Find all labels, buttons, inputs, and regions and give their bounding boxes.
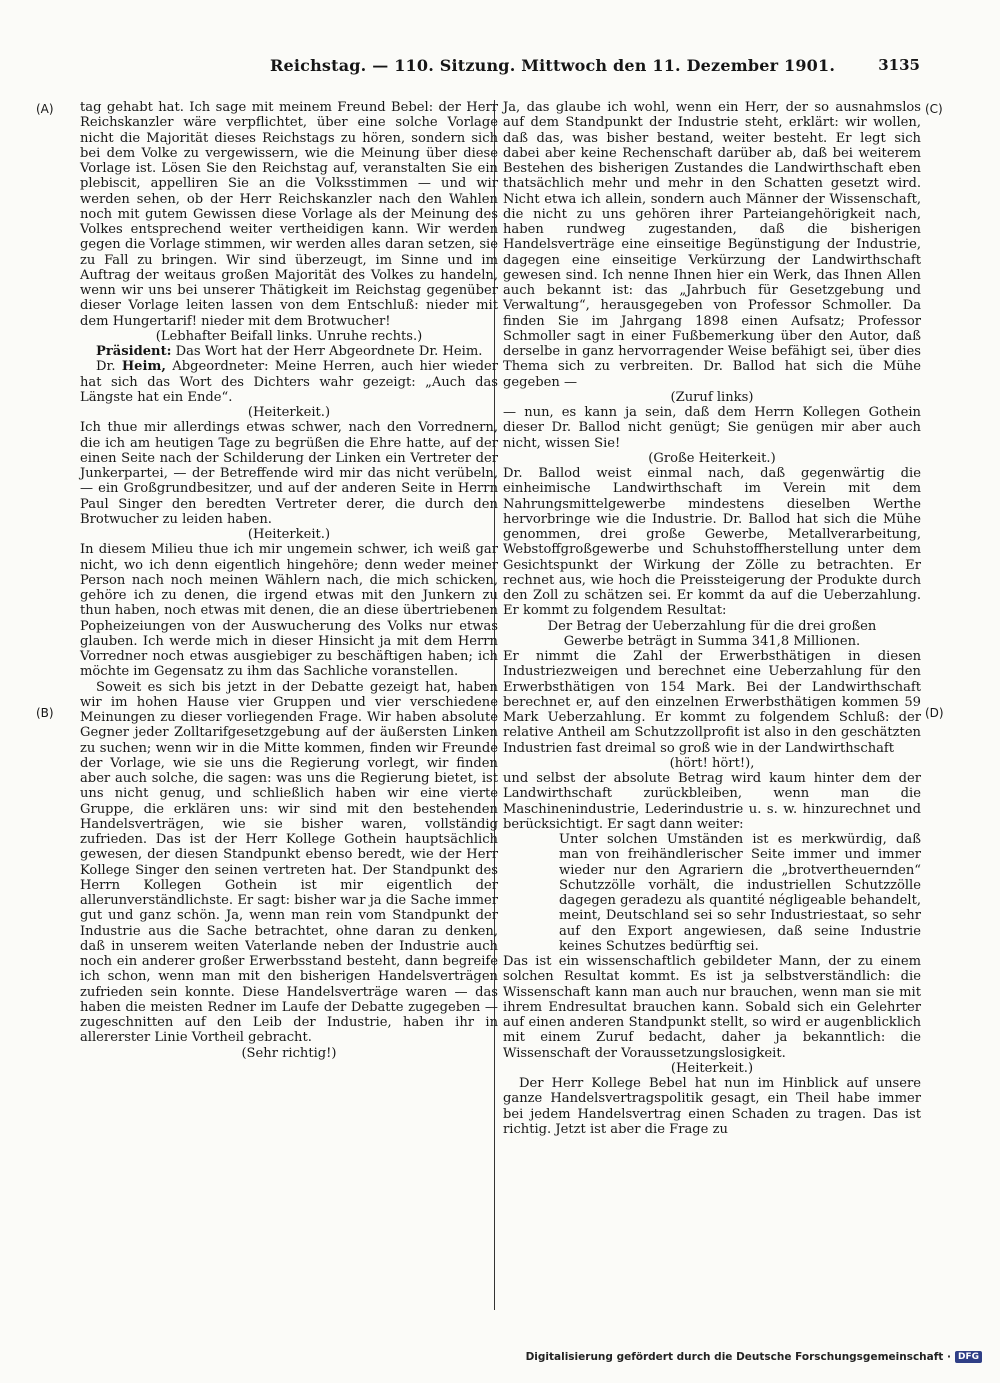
stage-remark: (Sehr richtig!) (241, 1045, 337, 1061)
margin-mark-a: (A) (36, 102, 54, 116)
stage-remark: (Heiterkeit.) (247, 527, 331, 542)
stage-remark: (Zuruf links) (670, 389, 754, 405)
stage-remark: (Heiterkeit.) (670, 1060, 754, 1076)
speech-text: Das Wort hat der Herr Abgeordnete Dr. Heim. (171, 344, 483, 359)
page-number: 3135 (878, 56, 920, 74)
footer-text: Digitalisierung gefördert durch die Deutsche Forschungsgemeinschaft · (525, 1351, 951, 1363)
speaker-title: Dr. (96, 359, 122, 375)
paragraph: — nun, es kann ja sein, daß dem Herrn Kollegen Gothein dieser Dr. Ballod nicht genügt; Sie genügen mir aber auch nicht, wissen Sie! (503, 405, 921, 451)
running-header (60, 56, 920, 82)
header-title: Reichstag. — 110. Sitzung. Mittwoch den 11. Dezember 1901. (270, 56, 836, 75)
paragraph (80, 359, 498, 405)
speaker-name: Heim, (121, 359, 166, 375)
digitization-footer (526, 1351, 982, 1363)
paragraph: und selbst der absolute Betrag wird kaum hinter dem der Landwirthschaft zurückbleiben, wenn man die Maschinenindustrie, Lederindustrie u. s. w. hinzurechnet und berücksichtigt. Er sagt dann weiter: (503, 771, 921, 832)
paragraph: In diesem Milieu thue ich mir ungemein schwer, ich weiß gar nicht, wo ich denn eigentlich hingehöre; denn weder meiner Person nach noch meinen Wählern nach, die mich schicken, gehöre ich zu denen, die irgend etwas mit den Junkern zu thun haben, noch etwas mit denen, die an diese übertriebenen Popheizeiungen von der Auswucherung des Volks nur etwas glauben. Ich werde mich in dieser Hinsicht ja mit dem Herrn Vorredner noch etwas ausgiebiger zu beschäftigen haben; ich möchte im Gegensatz zu ihm das Sachliche voranstellen. (80, 542, 498, 680)
speaker-name: Präsident: (96, 344, 172, 359)
stage-remark: (Große Heiterkeit.) (648, 450, 776, 466)
paragraph: Soweit es sich bis jetzt in der Debatte gezeigt hat, haben wir im hohen Hause vier Gruppen und vier verschiedene Meinungen zu dieser vorliegenden Frage. Wir haben absolute Gegner jeder Zolltarifgesetzgebung auf der äußersten Linken zu suchen; wenn wir in die Mitte kommen, finden wir Freunde der Vorlage, wie sie uns die Regierung vorlegt, wir finden aber auch solche, die sagen: was uns die Regierung bietet, ist uns nicht genug, und schließlich haben wir eine vierte Gruppe, die erklären uns: wir sind mit den bestehenden Handelsverträgen, wie sie bisher waren, vollständig zufrieden. Das ist der Herr Kollege Gothein hauptsächlich gewesen, der diesen Standpunkt ebenso beredt, wie der Herr Kollege Singer den seinen vertreten hat. Der Standpunkt des Herrn Kollegen Gothein ist mir eigentlich der allerunverständlichste. Er sagt: bisher war ja die Sache immer gut und ganz schön. Ja, wenn man rein vom Standpunkt der Industrie aus die Sache betrachtet, ohne daran zu denken, daß in unserem weiten Vaterlande neben der Industrie auch noch ein anderer großer Erwerbsstand besteht, dann begreife ich schon, wenn man mit den bisherigen Handelsverträgen zufrieden sein konnte. Diese Handelsverträge waren — das haben die meisten Redner im Laufe der Debatte zugegeben — zugeschnitten auf den Leib der Industrie, haben ihr in allererster Linie Vortheil gebracht. (80, 679, 498, 1046)
paragraph: Ich thue mir allerdings etwas schwer, nach den Vorrednern, die ich am heutigen Tage zu begrüßen die Ehre hatte, auf der einen Seite nach der Schilderung der Linken ein Vertreter der Junkerpartei, — der Betreffende wird mir das nicht verübeln, — ein Großgrundbesitzer, und auf der anderen Seite in Herrn Paul Singer den beredten Vertreter derer, die durch den Brotwucher zu leiden haben. (80, 420, 498, 527)
paragraph: Das ist ein wissenschaftlich gebildeter Mann, der zu einem solchen Resultat kommt. Es ist ja selbstverständlich: die Wissenschaft kann man auch nur brauchen, wenn man sie mit ihrem Endresultat brauchen kann. Sobald sich ein Gelehrter auf einen anderen Standpunkt stellt, so wird er augenblicklich mit einem Zuruf bedacht, daher ja bekanntlich: die Wissenschaft der Voraussetzungslosigkeit. (503, 954, 921, 1061)
paragraph: Der Herr Kollege Bebel hat nun im Hinblick auf unsere ganze Handelsvertragspolitik gesagt, ein Theil habe immer bei jedem Handelsvertrag einen Schaden zu tragen. Das ist richtig. Jetzt ist aber die Frage zu (503, 1076, 921, 1137)
margin-mark-b: (B) (36, 706, 54, 720)
left-column (80, 100, 498, 1061)
right-column (503, 100, 921, 1137)
speech-text: Abgeordneter: Meine Herren, auch hier wieder hat sich das Wort des Dichters wahr gezeigt: „Auch das Längste hat ein Ende“. (80, 359, 498, 405)
dfg-logo-icon: DFG (955, 1351, 982, 1363)
paragraph: tag gehabt hat. Ich sage mit meinem Freund Bebel: der Herr Reichskanzler wäre verpflichtet, über eine solche Vorlage nicht die Majorität dieses Reichstags zu hören, sondern sich bei dem Volke zu vergewissern, wie die Meinung über diese Vorlage ist. Lösen Sie den Reichstag auf, veranstalten Sie ein plebiscit, appelliren Sie an die Volksstimmen — und wir werden sehen, ob der Herr Reichskanzler nach den Wahlen noch mit gutem Gewissen diese Vorlage als der Meinung des Volkes entsprechend weiter vertheidigen kann. Wir werden gegen die Vorlage stimmen, wir werden alles daran setzen, sie zu Fall zu bringen. Wir sind überzeugt, im Sinne und im Auftrag der weitaus großen Majorität des Volkes zu handeln, wenn wir uns bei unserer Thätigkeit im Reichstag gegenüber dieser Vorlage leiten lassen von dem Entschluß: nieder mit dem Hungertarif! nieder mit dem Brotwucher! (80, 100, 498, 329)
margin-mark-c: (C) (925, 102, 943, 116)
stage-remark: (hört! hört!), (669, 755, 755, 771)
quotation: Unter solchen Umständen ist es merkwürdig, daß man von freihändlerischer Seite immer und immer wieder nur den Agrariern die „brotvertheuernden“ Schutzzölle vorhält, die industriellen Schutzzölle dagegen geradezu als quantité négligeable behandelt, meint, Deutschland sei so sehr Industriestaat, so sehr auf den Export angewiesen, daß seine Industrie keines Schutzes bedürftig sei. (559, 832, 921, 954)
paragraph: Ja, das glaube ich wohl, wenn ein Herr, der so ausnahmslos auf dem Standpunkt der Industrie steht, erklärt: wir wollen, daß das, was bisher bestand, weiter besteht. Er legt sich dabei aber keine Rechenschaft darüber ab, daß bei weiterem Bestehen des bisherigen Zustandes die Landwirthschaft eben thatsächlich mehr und mehr in den Schatten gesetzt wird. Nicht etwa ich allein, sondern auch Männer der Wissenschaft, die nicht zu uns gehören ihrer Parteiangehörigkeit nach, haben rundweg zugestanden, daß die bisherigen Handelsverträge eine einseitige Begünstigung der Industrie, dagegen eine einseitige Verkürzung der Landwirthschaft gewesen sind. Ich nenne Ihnen hier ein Werk, das Ihnen Allen auch bekannt ist: das „Jahrbuch für Gesetzgebung und Verwaltung“, herausgegeben von Professor Schmoller. Da finden Sie im Jahrgang 1898 einen Aufsatz; Professor Schmoller sagt in einer Fußbemerkung über den Autor, daß derselbe in ganz hervorragender Weise befähigt sei, über dies Thema sich zu verbreiten. Dr. Ballod hat sich die Mühe gegeben — (503, 100, 921, 390)
margin-mark-d: (D) (925, 706, 944, 720)
stage-remark: (Heiterkeit.) (247, 405, 331, 420)
quotation: Der Betrag der Ueberzahlung für die drei großen Gewerbe beträgt in Summa 341,8 Millionen. (547, 618, 877, 649)
paragraph (80, 344, 498, 359)
paragraph: Dr. Ballod weist einmal nach, daß gegenwärtig die einheimische Landwirthschaft im Verein mit dem Nahrungsmittelgewerbe mindestens dieselben Werthe hervorbringe wie die Industrie. Dr. Ballod hat sich die Mühe genommen, drei große Gewerbe, Metallverarbeitung, Webstoffgroßgewerbe und Schuhstoffherstellung unter dem Gesichtspunkt der Wirkung der Zölle zu betrachten. Er rechnet aus, wie hoch die Preissteigerung der Produkte durch den Zoll zu schätzen sei. Er kommt da auf die Ueberzahlung. Er kommt zu folgendem Resultat: (503, 466, 921, 619)
paragraph: Er nimmt die Zahl der Erwerbsthätigen in diesen Industriezweigen und berechnet eine Ueberzahlung für den Erwerbsthätigen von 154 Mark. Bei der Landwirthschaft berechnet er, auf den einzelnen Erwerbsthätigen kommen 59 Mark Ueberzahlung. Er kommt zu folgendem Schluß: der relative Antheil am Schutzzollprofit ist also in den geschätzten Industrien fast dreimal so groß wie in der Landwirthschaft (503, 649, 921, 756)
stage-remark: (Lebhafter Beifall links. Unruhe rechts.) (155, 328, 423, 344)
